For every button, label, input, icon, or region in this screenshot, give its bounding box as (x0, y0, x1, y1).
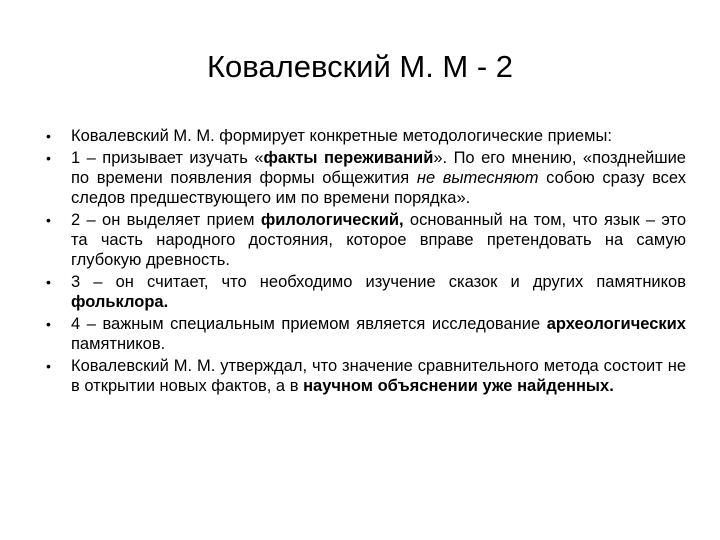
bullet-text: собою сразу всех следов предшествующего им по времени порядка». (71, 169, 687, 207)
bullet-text: Ковалевский М. М. формирует конкретные методологические приемы: (71, 127, 612, 145)
bullet-dot: • (46, 274, 51, 290)
bullet-text: 4 – важным специальным приемом является исследование (71, 315, 547, 333)
bullet-dot: • (46, 150, 51, 166)
slide-title: Ковалевский М. М - 2 (206, 49, 514, 84)
bullet-text: 2 – он выделяет прием (71, 211, 261, 229)
bullet-item-1 (46, 126, 686, 146)
bullet-item-3 (46, 210, 686, 270)
bullet-dot: • (46, 316, 51, 332)
bullet-dot: • (46, 212, 51, 228)
bullet-item-4 (46, 272, 686, 312)
bullet-list (46, 126, 686, 398)
bullet-bold-text: фольклора. (71, 293, 169, 311)
bullet-bold-text: научном объяснении уже найденных. (303, 377, 614, 395)
bullet-text: 1 – призывает изучать « (71, 149, 264, 167)
bullet-dot: • (46, 128, 51, 144)
bullet-item-2 (46, 148, 686, 208)
bullet-dot: • (46, 358, 51, 374)
bullet-text: ». По его мнению, «позднейшие по времени появления формы общежития (71, 149, 686, 187)
bullet-item-5 (46, 314, 686, 354)
bullet-item-6 (46, 356, 686, 396)
bullet-text: основанный на том, что язык – это та часть народного достояния, которое вправе претендовать на самую глубокую древность. (71, 211, 686, 269)
bullet-text: 3 – он считает, что необходимо изучение сказок и других памятников (71, 273, 686, 291)
bullet-bold-text: филологический, (260, 211, 404, 229)
bullet-text: Ковалевский М. М. утверждал, что значение сравнительного метода состоит не в открытии новых фактов, а в (71, 357, 686, 395)
bullet-text: памятников. (71, 335, 166, 353)
bullet-italic-text: не вытесняют (416, 169, 539, 187)
bullet-bold-text: археологических (546, 315, 686, 333)
bullet-bold-text: факты переживаний (263, 149, 434, 167)
